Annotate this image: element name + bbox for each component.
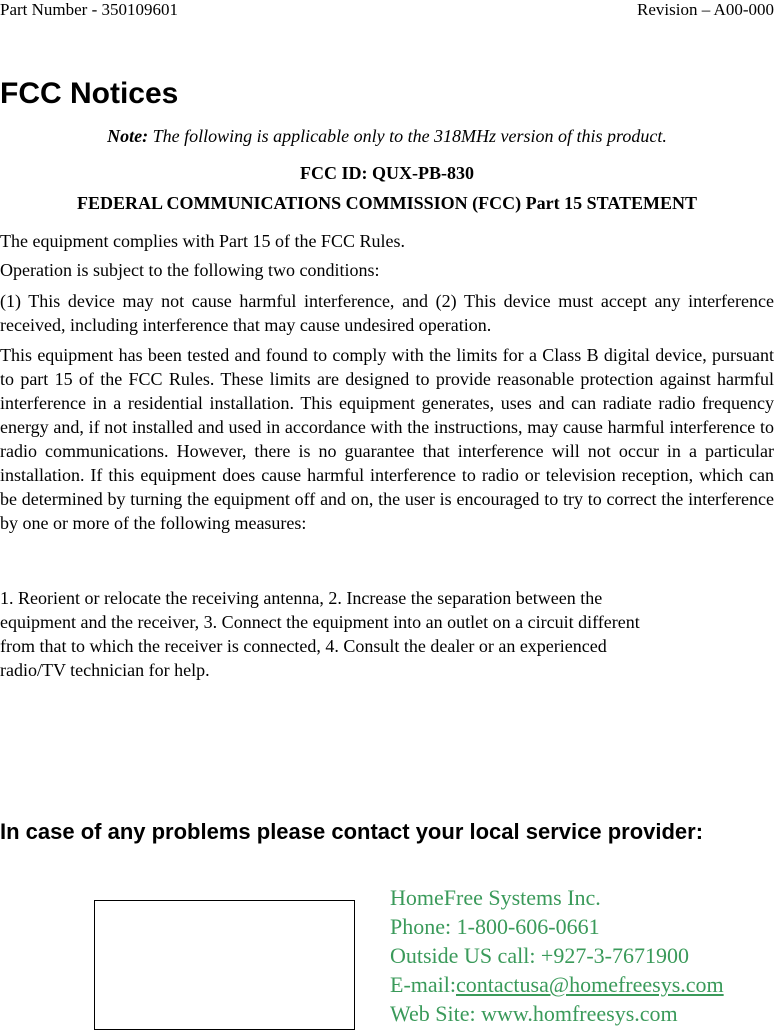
contact-block xyxy=(390,883,724,1028)
outside-us-phone: Outside US call: +927-3-7671900 xyxy=(390,943,689,968)
class-b-paragraph: This equipment has been tested and found to comply with the limits for a Class B digital device, pursuant to part 15 of the FCC Rules. These limits are designed to provide reasonable protection against harmful interference in a residential installation. This equipment generates, uses and can radiate radio frequency energy and, if not installed and used in accordance with the instructions, may cause harmful interference to radio communications. However, there is no guarantee that interference will not occur in a particular installation. If this equipment does cause harmful interference to radio or television reception, which can be determined by turning the equipment off and on, the user is encouraged to try to correct the interference by one or more of the following measures: xyxy=(0,345,774,533)
applicability-note xyxy=(0,124,774,148)
phone: Phone: 1-800-606-0661 xyxy=(390,914,600,939)
statement-title: FEDERAL COMMUNICATIONS COMMISSION (FCC) Part 15 STATEMENT xyxy=(76,193,697,213)
page-header xyxy=(0,0,774,22)
email-line xyxy=(390,970,724,999)
part-number: Part Number - 350109601 xyxy=(0,0,179,19)
company-name: HomeFree Systems Inc. xyxy=(390,885,601,910)
measures-line: from that to which the receiver is connected, 4. Consult the dealer or an experienced xyxy=(0,636,607,656)
note-text: The following is applicable only to the 318MHz version of this product. xyxy=(148,126,667,146)
conditions-paragraph: (1) This device may not cause harmful interference, and (2) This device must accept any interference received, including interference that may cause undesired operation. xyxy=(0,291,774,335)
email-link[interactable]: contactusa@homefreesys.com xyxy=(455,972,724,997)
note-label: Note: xyxy=(107,126,149,146)
page-title: FCC Notices xyxy=(0,77,179,110)
dealer-stamp-box xyxy=(94,900,355,1030)
measures-line: radio/TV technician for help. xyxy=(0,660,210,680)
measures-line: 1. Reorient or relocate the receiving antenna, 2. Increase the separation between the xyxy=(0,588,603,608)
measures-paragraph xyxy=(0,586,760,682)
compliance-paragraph: The equipment complies with Part 15 of the FCC Rules. xyxy=(0,231,405,251)
revision: Revision – A00-000 xyxy=(637,0,774,19)
conditions-intro-paragraph: Operation is subject to the following two conditions: xyxy=(0,260,380,280)
measures-line: equipment and the receiver, 3. Connect the equipment into an outlet on a circuit different xyxy=(0,612,640,632)
contact-heading: In case of any problems please contact your local service provider: xyxy=(0,819,704,844)
fcc-id: FCC ID: QUX-PB-830 xyxy=(300,163,474,183)
email-label: E-mail: xyxy=(390,972,456,997)
website: Web Site: www.homfreesys.com xyxy=(390,1001,678,1026)
